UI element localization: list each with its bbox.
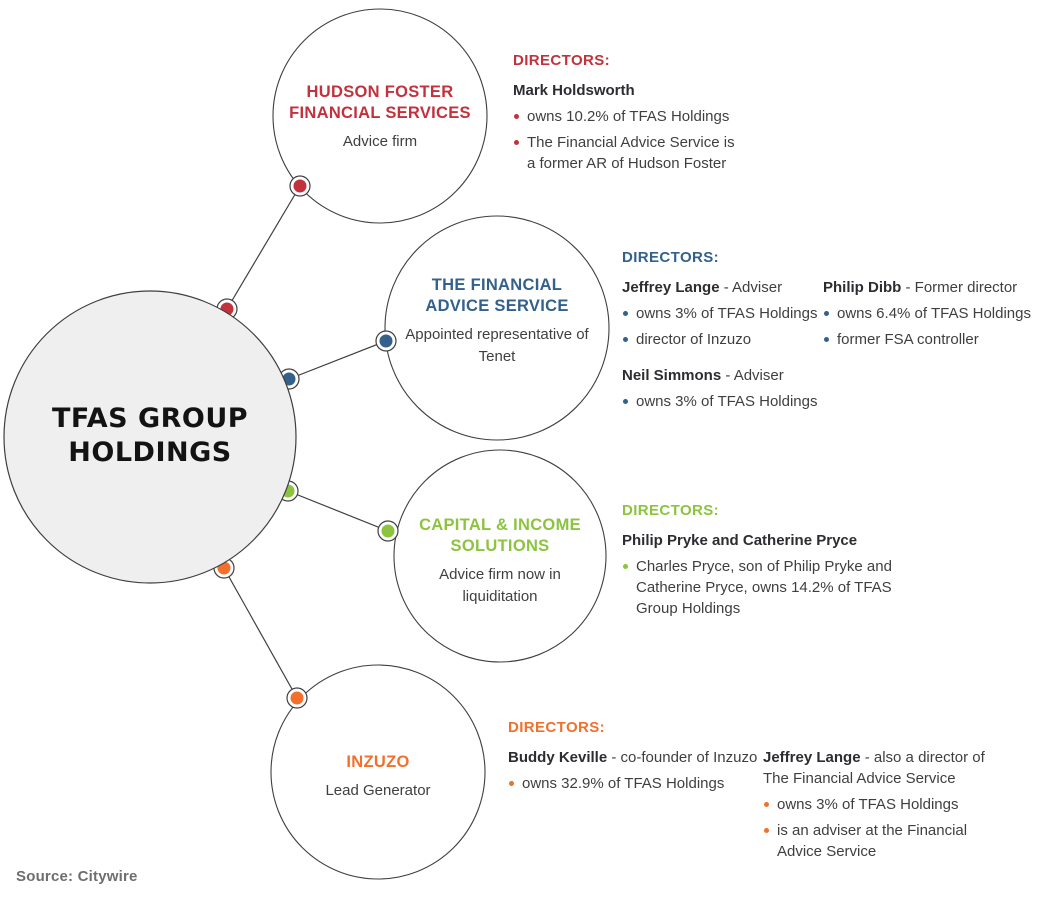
node-dot-hudson (290, 176, 310, 196)
director-entry (763, 747, 1011, 862)
director-name: Jeffrey Lange (622, 279, 720, 296)
director-name: Philip Dibb (823, 279, 902, 296)
node-subtitle-tfas: Appointed representative of Tenet (405, 326, 589, 365)
node-label-hudson (270, 82, 490, 153)
connector-line-tfas (289, 341, 386, 379)
director-entry (622, 277, 844, 350)
node-label-inzuzo (268, 752, 488, 802)
node-subtitle-hudson: Advice firm (342, 133, 418, 150)
directors-heading: DIRECTORS: (508, 719, 606, 736)
director-name: Buddy Keville (508, 749, 608, 766)
director-entry (508, 747, 778, 794)
bullet-dot (623, 399, 628, 404)
node-title-inzuzo: INZUZO (346, 753, 410, 771)
directors-block-tfas-right (823, 277, 1040, 355)
connector-line-capital (288, 491, 388, 531)
director-entry (823, 277, 1040, 350)
director-name: Neil Simmons (622, 367, 722, 384)
director-bullet: The Financial Advice Service is a former AR of Hudson Foster (513, 132, 768, 174)
node-dot-inzuzo (287, 688, 307, 708)
hub-title-line1: TFAS GROUP (51, 403, 249, 434)
directors-heading: DIRECTORS: (513, 52, 611, 69)
director-bullet: is an adviser at the Financial Advice Service (763, 820, 1011, 862)
directors-block-inzuzo-left (508, 717, 778, 799)
hub-title (20, 402, 280, 470)
directors-block-inzuzo-right (763, 747, 1011, 867)
director-bullet: owns 3% of TFAS Holdings (622, 391, 844, 412)
director-role: - also a director of The Financial Advice Service (763, 749, 985, 787)
director-bullet: director of Inzuzo (622, 329, 844, 350)
node-title-capital: CAPITAL & INCOME SOLUTIONS (419, 516, 581, 555)
director-entry (622, 530, 922, 619)
director-role: - co-founder of Inzuzo (607, 749, 758, 766)
bullet-dot (514, 140, 519, 145)
source-credit: Source: Citywire (16, 868, 138, 885)
director-entry (622, 365, 844, 412)
director-entry (513, 80, 768, 174)
node-label-capital (390, 515, 610, 608)
node-title-tfas: THE FINANCIAL ADVICE SERVICE (425, 276, 569, 315)
director-bullet: owns 10.2% of TFAS Holdings (513, 106, 768, 127)
hub-title-line2: HOLDINGS (68, 437, 232, 468)
director-bullet: owns 6.4% of TFAS Holdings (823, 303, 1040, 324)
node-title-hudson: HUDSON FOSTER FINANCIAL SERVICES (289, 83, 471, 122)
director-bullet: owns 3% of TFAS Holdings (763, 794, 1011, 815)
director-role: - Adviser (721, 367, 784, 384)
node-subtitle-capital: Advice firm now in liquiditation (439, 566, 561, 605)
director-bullet: owns 3% of TFAS Holdings (622, 303, 844, 324)
directors-block-hudson (513, 50, 768, 179)
node-subtitle-inzuzo: Lead Generator (325, 782, 431, 799)
bullet-dot (824, 311, 829, 316)
director-role: - Former director (901, 279, 1018, 296)
bullet-dot (509, 781, 514, 786)
directors-heading: DIRECTORS: (622, 502, 720, 519)
director-bullet: former FSA controller (823, 329, 1040, 350)
bullet-dot (623, 564, 628, 569)
director-role: - Adviser (719, 279, 783, 296)
bullet-dot (623, 337, 628, 342)
director-name: Philip Pryke and Catherine Pryce (622, 532, 858, 549)
directors-heading: DIRECTORS: (622, 249, 720, 266)
directors-block-capital (622, 500, 922, 624)
director-bullet: Charles Pryce, son of Philip Pryke and Catherine Pryce, owns 14.2% of TFAS Group Holdings (622, 556, 922, 619)
bullet-dot (623, 311, 628, 316)
bullet-dot (824, 337, 829, 342)
director-name: Jeffrey Lange (763, 749, 861, 766)
bullet-dot (764, 802, 769, 807)
director-bullet: owns 32.9% of TFAS Holdings (508, 773, 778, 794)
bullet-dot (764, 828, 769, 833)
connector-line-inzuzo (224, 568, 297, 698)
director-name: Mark Holdsworth (513, 82, 635, 99)
node-label-tfas (387, 275, 607, 368)
bullet-dot (514, 114, 519, 119)
directors-block-tfas-left (622, 247, 844, 417)
connector-line-hudson (227, 186, 300, 309)
